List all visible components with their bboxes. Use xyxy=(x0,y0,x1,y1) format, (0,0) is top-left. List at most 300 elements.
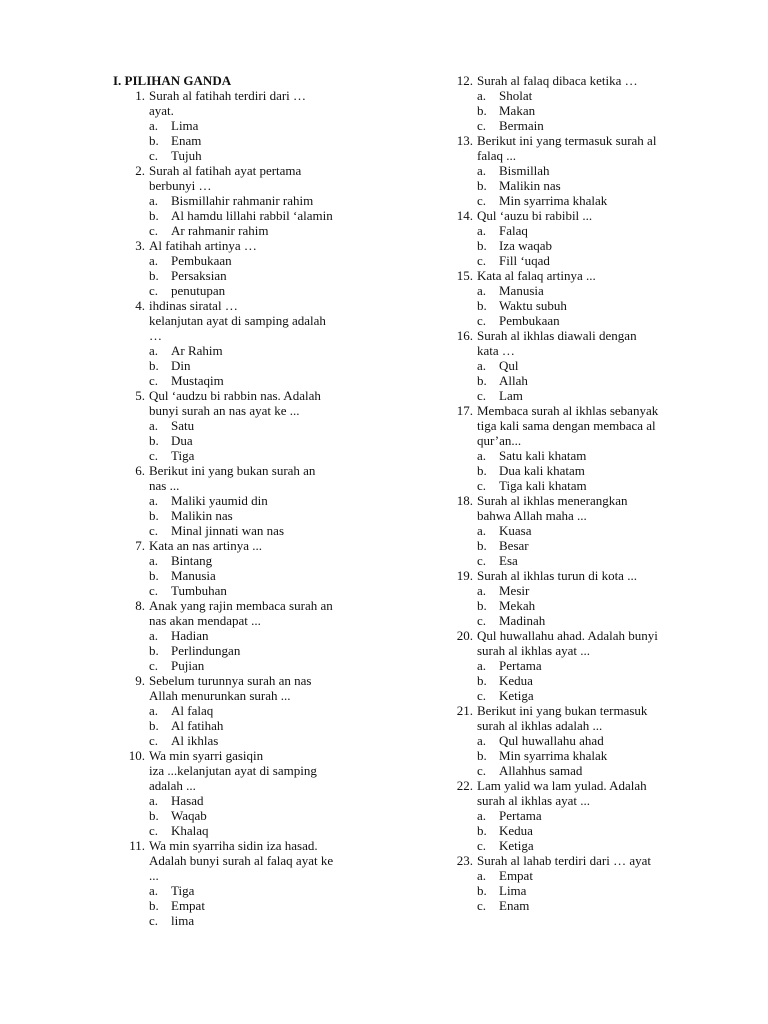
option-item xyxy=(441,478,701,493)
section-title: I. PILIHAN GANDA xyxy=(113,73,232,88)
option-letter: b. xyxy=(477,538,487,553)
option-letter: a. xyxy=(477,658,487,673)
question-text: Surah al lahab terdiri dari … ayat xyxy=(477,853,651,868)
question-number: 19. xyxy=(456,568,473,583)
question-item xyxy=(441,208,701,223)
option-letter: a. xyxy=(477,448,487,463)
question-number: 20. xyxy=(456,628,473,643)
option-text: Makan xyxy=(499,103,536,118)
question-text: Berikut ini yang bukan surah an nas ... xyxy=(149,463,316,493)
option-text: Lima xyxy=(171,118,199,133)
option-text: Pujian xyxy=(171,658,205,673)
option-letter: b. xyxy=(477,673,487,688)
option-letter: b. xyxy=(477,298,487,313)
option-letter: a. xyxy=(149,118,159,133)
question-text: Kata an nas artinya ... xyxy=(149,538,262,553)
option-item xyxy=(113,448,373,463)
option-item xyxy=(441,283,701,298)
question-item xyxy=(113,673,373,703)
option-list xyxy=(441,223,701,268)
option-text: Enam xyxy=(499,898,530,913)
option-item xyxy=(441,313,701,328)
option-item xyxy=(441,388,701,403)
option-letter: b. xyxy=(477,103,487,118)
option-list xyxy=(113,628,373,673)
question-item xyxy=(113,298,373,343)
option-item xyxy=(441,823,701,838)
option-text: Satu kali khatam xyxy=(499,448,587,463)
option-letter: b. xyxy=(149,133,159,148)
option-item xyxy=(113,643,373,658)
question-text: Surah al ikhlas diawali dengan kata … xyxy=(477,328,637,358)
option-letter: a. xyxy=(149,628,159,643)
option-text: Falaq xyxy=(499,223,528,238)
question-item xyxy=(441,73,701,88)
option-text: Pembukaan xyxy=(171,253,232,268)
left-column xyxy=(113,73,373,928)
option-text: Malikin nas xyxy=(171,508,233,523)
option-text: Din xyxy=(171,358,191,373)
option-letter: a. xyxy=(477,223,487,238)
question-text: Surah al ikhlas menerangkan bahwa Allah maha ... xyxy=(477,493,628,523)
option-item xyxy=(113,223,373,238)
option-letter: c. xyxy=(149,658,159,673)
option-text: Al ikhlas xyxy=(171,733,219,748)
question-number: 13. xyxy=(456,133,473,148)
option-text: Al falaq xyxy=(171,703,214,718)
question-item xyxy=(113,598,373,628)
option-text: lima xyxy=(171,913,195,928)
option-letter: b. xyxy=(149,718,159,733)
option-text: Ar rahmanir rahim xyxy=(171,223,269,238)
question-number: 17. xyxy=(456,403,473,418)
option-item xyxy=(441,118,701,133)
option-text: Empat xyxy=(171,898,205,913)
question-number: 18. xyxy=(456,493,473,508)
option-item xyxy=(113,268,373,283)
option-letter: b. xyxy=(477,373,487,388)
question-number: 11. xyxy=(129,838,145,853)
question-item xyxy=(113,463,373,493)
question-item xyxy=(441,493,701,523)
option-item xyxy=(441,253,701,268)
option-list xyxy=(113,253,373,298)
option-item xyxy=(113,418,373,433)
option-item xyxy=(441,598,701,613)
option-letter: c. xyxy=(477,688,487,703)
question-number: 12. xyxy=(456,73,473,88)
question-number: 9. xyxy=(135,673,145,688)
option-text: Min syarrima khalak xyxy=(499,748,608,763)
option-item xyxy=(441,883,701,898)
option-text: Enam xyxy=(171,133,202,148)
option-letter: c. xyxy=(477,478,487,493)
question-number: 1. xyxy=(135,88,145,103)
option-list xyxy=(441,868,701,913)
option-letter: b. xyxy=(477,598,487,613)
option-letter: c. xyxy=(149,823,159,838)
option-item xyxy=(441,223,701,238)
option-list xyxy=(441,658,701,703)
option-item xyxy=(441,193,701,208)
option-text: Al fatihah xyxy=(171,718,224,733)
option-letter: a. xyxy=(477,868,487,883)
question-number: 23. xyxy=(456,853,473,868)
option-item xyxy=(441,613,701,628)
question-text: ihdinas siratal … kelanjutan ayat di samping adalah … xyxy=(149,298,326,343)
question-item xyxy=(441,628,701,658)
option-letter: c. xyxy=(149,913,159,928)
option-item xyxy=(113,193,373,208)
option-list xyxy=(113,193,373,238)
option-text: Kedua xyxy=(499,823,533,838)
option-text: Minal jinnati wan nas xyxy=(171,523,285,538)
option-text: Bermain xyxy=(499,118,544,133)
option-item xyxy=(441,553,701,568)
question-number: 2. xyxy=(135,163,145,178)
option-text: Ketiga xyxy=(499,838,534,853)
option-letter: b. xyxy=(149,568,159,583)
option-letter: c. xyxy=(149,583,159,598)
question-item xyxy=(113,388,373,418)
option-item xyxy=(441,673,701,688)
option-text: Perlindungan xyxy=(171,643,241,658)
option-item xyxy=(441,373,701,388)
option-letter: c. xyxy=(477,193,487,208)
option-letter: c. xyxy=(149,523,159,538)
option-text: Esa xyxy=(499,553,518,568)
question-number: 4. xyxy=(135,298,145,313)
question-number: 22. xyxy=(456,778,473,793)
option-text: Pembukaan xyxy=(499,313,560,328)
question-text: Lam yalid wa lam yulad. Adalah surah al ikhlas ayat ... xyxy=(477,778,647,808)
option-letter: b. xyxy=(477,883,487,898)
option-list xyxy=(441,448,701,493)
question-text: Membaca surah al ikhlas sebanyak tiga kali sama dengan membaca al qur’an... xyxy=(477,403,659,448)
option-letter: a. xyxy=(477,283,487,298)
option-text: Waktu subuh xyxy=(499,298,567,313)
option-item xyxy=(113,898,373,913)
option-item xyxy=(441,898,701,913)
option-letter: b. xyxy=(149,898,159,913)
option-item xyxy=(441,523,701,538)
option-letter: c. xyxy=(149,283,159,298)
option-item xyxy=(441,688,701,703)
option-list xyxy=(113,118,373,163)
option-letter: c. xyxy=(149,223,159,238)
option-text: Dua kali khatam xyxy=(499,463,585,478)
option-item xyxy=(441,163,701,178)
option-text: Lima xyxy=(499,883,527,898)
option-text: Lam xyxy=(499,388,523,403)
option-text: Iza waqab xyxy=(499,238,553,253)
question-text: Al fatihah artinya … xyxy=(149,238,257,253)
option-list xyxy=(113,418,373,463)
question-text: Surah al fatihah terdiri dari … ayat. xyxy=(149,88,307,118)
option-letter: c. xyxy=(477,118,487,133)
option-text: Khalaq xyxy=(171,823,209,838)
option-item xyxy=(113,118,373,133)
option-letter: b. xyxy=(477,178,487,193)
option-item xyxy=(441,733,701,748)
option-letter: c. xyxy=(149,448,159,463)
option-letter: c. xyxy=(477,763,487,778)
option-letter: a. xyxy=(477,808,487,823)
option-text: Tujuh xyxy=(171,148,202,163)
option-item xyxy=(113,568,373,583)
right-column xyxy=(441,73,701,913)
option-list xyxy=(113,553,373,598)
option-item xyxy=(113,253,373,268)
question-number: 21. xyxy=(456,703,473,718)
option-text: Bintang xyxy=(171,553,213,568)
question-item xyxy=(441,268,701,283)
option-list xyxy=(441,358,701,403)
option-text: Ketiga xyxy=(499,688,534,703)
option-text: Tiga xyxy=(171,883,195,898)
option-letter: a. xyxy=(477,733,487,748)
option-text: Persaksian xyxy=(171,268,227,283)
option-list xyxy=(113,883,373,928)
option-item xyxy=(113,718,373,733)
option-letter: a. xyxy=(477,358,487,373)
option-item xyxy=(113,283,373,298)
question-item xyxy=(441,703,701,733)
option-letter: a. xyxy=(477,523,487,538)
option-text: Manusia xyxy=(499,283,544,298)
option-item xyxy=(113,343,373,358)
option-text: Qul huwallahu ahad xyxy=(499,733,604,748)
option-item xyxy=(113,133,373,148)
question-text: Sebelum turunnya surah an nas Allah menurunkan surah ... xyxy=(149,673,312,703)
option-text: Dua xyxy=(171,433,193,448)
option-item xyxy=(113,433,373,448)
option-item xyxy=(113,583,373,598)
question-item xyxy=(441,568,701,583)
option-letter: c. xyxy=(149,733,159,748)
question-number: 7. xyxy=(135,538,145,553)
option-text: Pertama xyxy=(499,658,542,673)
option-text: Allah xyxy=(499,373,528,388)
question-number: 3. xyxy=(135,238,145,253)
option-item xyxy=(113,148,373,163)
option-text: Satu xyxy=(171,418,195,433)
option-text: penutupan xyxy=(171,283,226,298)
option-letter: b. xyxy=(149,508,159,523)
option-item xyxy=(113,808,373,823)
option-item xyxy=(113,373,373,388)
option-list xyxy=(441,283,701,328)
option-item xyxy=(113,553,373,568)
question-text: Qul huwallahu ahad. Adalah bunyi surah al ikhlas ayat ... xyxy=(477,628,658,658)
option-text: Min syarrima khalak xyxy=(499,193,608,208)
option-letter: c. xyxy=(477,838,487,853)
question-item xyxy=(441,853,701,868)
option-text: Madinah xyxy=(499,613,546,628)
question-item xyxy=(113,748,373,793)
option-text: Bismillah xyxy=(499,163,550,178)
option-text: Manusia xyxy=(171,568,216,583)
question-text: Surah al fatihah ayat pertama berbunyi … xyxy=(149,163,302,193)
question-text: Anak yang rajin membaca surah an nas akan mendapat ... xyxy=(149,598,333,628)
option-item xyxy=(113,823,373,838)
question-text: Kata al falaq artinya ... xyxy=(477,268,596,283)
option-text: Tumbuhan xyxy=(171,583,227,598)
option-letter: b. xyxy=(477,823,487,838)
option-item xyxy=(113,703,373,718)
option-letter: b. xyxy=(149,268,159,283)
question-number: 5. xyxy=(135,388,145,403)
option-item xyxy=(441,178,701,193)
question-text: Qul ‘audzu bi rabbin nas. Adalah bunyi surah an nas ayat ke ... xyxy=(149,388,321,418)
option-item xyxy=(441,658,701,673)
option-item xyxy=(113,508,373,523)
option-letter: c. xyxy=(477,313,487,328)
option-letter: c. xyxy=(477,388,487,403)
option-item xyxy=(113,733,373,748)
question-item xyxy=(113,238,373,253)
option-item xyxy=(113,658,373,673)
option-item xyxy=(113,628,373,643)
option-text: Tiga kali khatam xyxy=(499,478,587,493)
option-letter: a. xyxy=(149,418,159,433)
option-list xyxy=(441,808,701,853)
option-letter: b. xyxy=(477,463,487,478)
option-list xyxy=(113,493,373,538)
option-text: Empat xyxy=(499,868,533,883)
option-item xyxy=(441,748,701,763)
question-item xyxy=(113,163,373,193)
question-text: Surah al ikhlas turun di kota ... xyxy=(477,568,637,583)
option-list xyxy=(441,733,701,778)
option-item xyxy=(113,913,373,928)
option-item xyxy=(441,583,701,598)
question-text: Wa min syarri gasiqin iza ...kelanjutan ayat di samping adalah ... xyxy=(149,748,317,793)
option-text: Fill ‘uqad xyxy=(499,253,550,268)
question-item xyxy=(113,88,373,118)
option-text: Kedua xyxy=(499,673,533,688)
option-list xyxy=(441,88,701,133)
option-letter: b. xyxy=(149,433,159,448)
option-text: Maliki yaumid din xyxy=(171,493,268,508)
option-letter: a. xyxy=(149,793,159,808)
option-letter: a. xyxy=(149,703,159,718)
question-item xyxy=(441,133,701,163)
option-text: Tiga xyxy=(171,448,195,463)
option-letter: a. xyxy=(477,583,487,598)
option-letter: a. xyxy=(477,88,487,103)
option-text: Qul xyxy=(499,358,519,373)
option-letter: a. xyxy=(149,193,159,208)
option-letter: b. xyxy=(149,643,159,658)
option-letter: c. xyxy=(477,553,487,568)
question-item xyxy=(441,403,701,448)
question-text: Berikut ini yang termasuk surah al falaq ... xyxy=(477,133,657,163)
option-letter: c. xyxy=(477,898,487,913)
option-item xyxy=(441,238,701,253)
question-text: Surah al falaq dibaca ketika … xyxy=(477,73,638,88)
option-item xyxy=(441,463,701,478)
option-item xyxy=(113,793,373,808)
question-number: 6. xyxy=(135,463,145,478)
option-text: Mekah xyxy=(499,598,536,613)
option-list xyxy=(441,523,701,568)
option-letter: a. xyxy=(149,343,159,358)
option-text: Mustaqim xyxy=(171,373,224,388)
option-letter: c. xyxy=(149,148,159,163)
option-letter: a. xyxy=(477,163,487,178)
option-item xyxy=(441,838,701,853)
question-item xyxy=(441,328,701,358)
option-item xyxy=(441,448,701,463)
option-letter: b. xyxy=(477,238,487,253)
question-number: 8. xyxy=(135,598,145,613)
question-number: 16. xyxy=(456,328,473,343)
option-item xyxy=(113,523,373,538)
option-item xyxy=(441,808,701,823)
question-item xyxy=(113,838,373,883)
option-text: Mesir xyxy=(499,583,530,598)
option-text: Pertama xyxy=(499,808,542,823)
option-letter: b. xyxy=(149,208,159,223)
option-list xyxy=(113,343,373,388)
question-item xyxy=(113,538,373,553)
option-item xyxy=(113,208,373,223)
question-item xyxy=(441,778,701,808)
option-item xyxy=(441,538,701,553)
question-text: Berikut ini yang bukan termasuk surah al ikhlas adalah ... xyxy=(477,703,648,733)
option-item xyxy=(441,88,701,103)
option-letter: b. xyxy=(149,358,159,373)
option-letter: b. xyxy=(149,808,159,823)
option-item xyxy=(441,868,701,883)
option-list xyxy=(113,703,373,748)
option-letter: a. xyxy=(149,883,159,898)
option-list xyxy=(441,583,701,628)
option-text: Hasad xyxy=(171,793,204,808)
question-number: 14. xyxy=(456,208,473,223)
option-text: Al hamdu lillahi rabbil ‘alamin xyxy=(171,208,333,223)
question-number: 15. xyxy=(456,268,473,283)
option-item xyxy=(113,493,373,508)
option-text: Kuasa xyxy=(499,523,532,538)
option-letter: b. xyxy=(477,748,487,763)
option-text: Waqab xyxy=(171,808,207,823)
option-letter: a. xyxy=(149,493,159,508)
option-list xyxy=(441,163,701,208)
option-text: Ar Rahim xyxy=(171,343,223,358)
option-item xyxy=(441,103,701,118)
option-text: Malikin nas xyxy=(499,178,561,193)
question-text: Wa min syarriha sidin iza hasad. Adalah bunyi surah al falaq ayat ke ... xyxy=(149,838,334,883)
option-item xyxy=(441,763,701,778)
option-item xyxy=(441,358,701,373)
option-letter: c. xyxy=(477,253,487,268)
option-text: Besar xyxy=(499,538,529,553)
option-letter: c. xyxy=(149,373,159,388)
option-letter: a. xyxy=(149,253,159,268)
option-letter: a. xyxy=(149,553,159,568)
option-text: Allahhus samad xyxy=(499,763,583,778)
option-text: Hadian xyxy=(171,628,209,643)
option-text: Sholat xyxy=(499,88,533,103)
option-item xyxy=(113,883,373,898)
option-item xyxy=(113,358,373,373)
option-item xyxy=(441,298,701,313)
option-text: Bismillahir rahmanir rahim xyxy=(171,193,314,208)
question-text: Qul ‘auzu bi rabibil ... xyxy=(477,208,593,223)
option-list xyxy=(113,793,373,838)
